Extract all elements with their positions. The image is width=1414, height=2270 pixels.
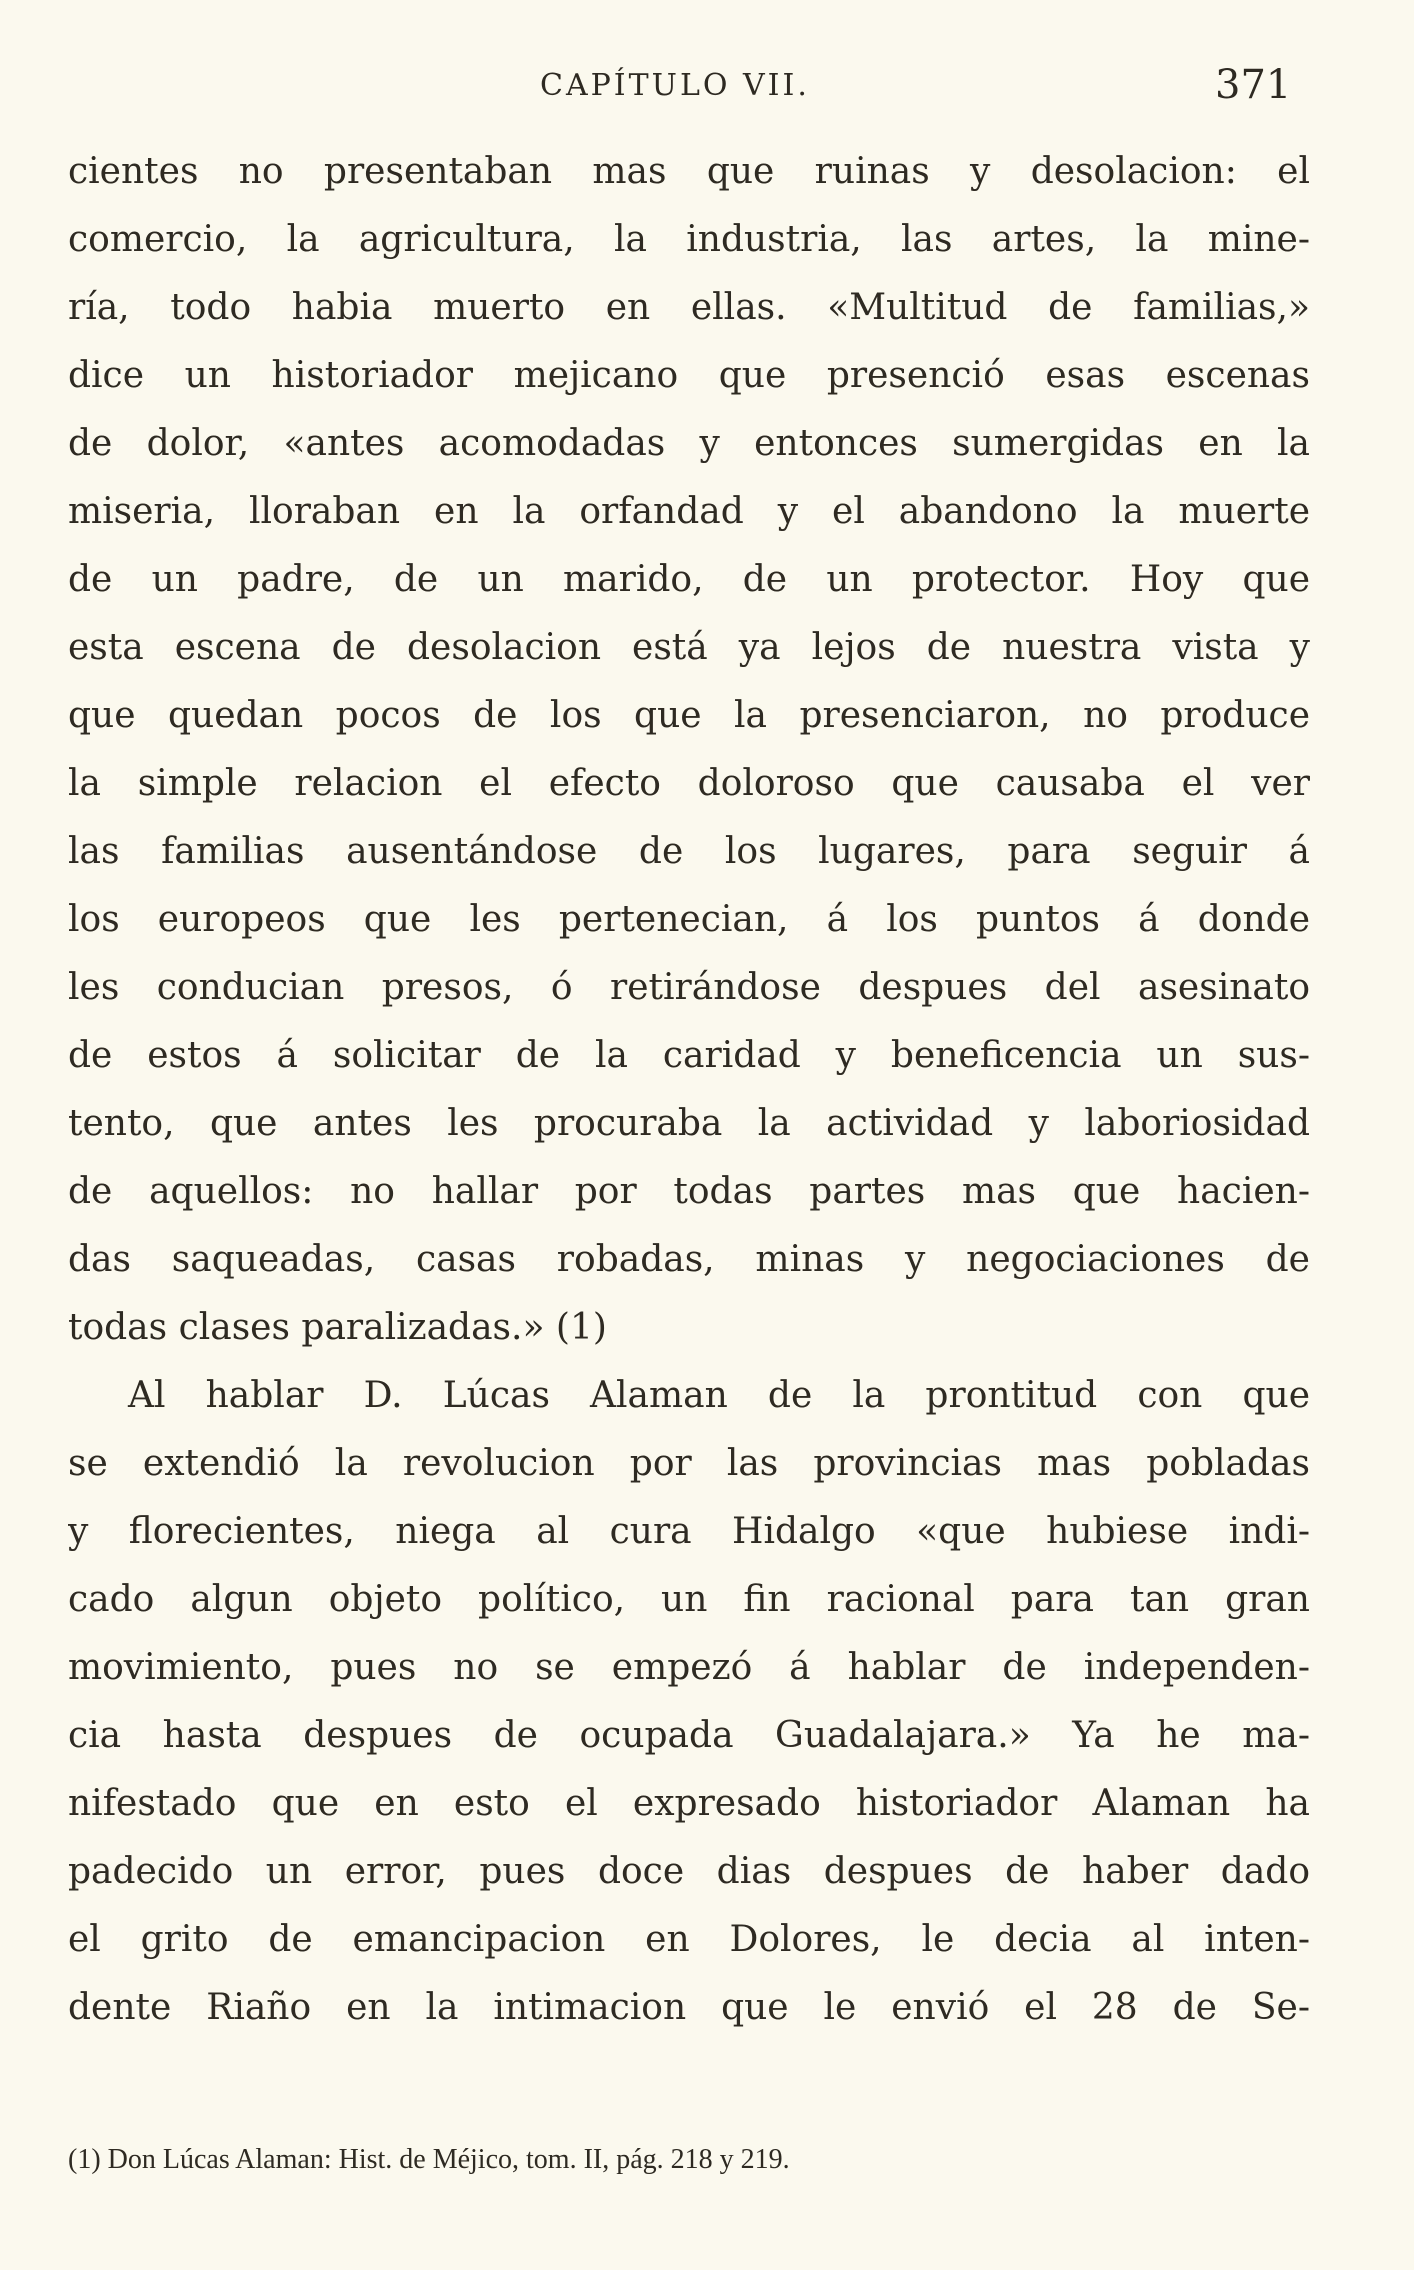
body-text [68,138,1310,2042]
text-line: todas clases paralizadas.» (1) [68,1307,607,1348]
text-line: ría, todo habia muerto en ellas. «Multitud de familias,» [68,287,1310,328]
text-line: comercio, la agricultura, la industria, las artes, la mine- [68,219,1310,260]
text-line: dente Riaño en la intimacion que le envió el 28 de Se- [68,1987,1310,2028]
text-line: padecido un error, pues doce dias despues de haber dado [68,1851,1310,1892]
chapter-title: CAPÍTULO VII. [540,68,810,103]
text-line: de estos á solicitar de la caridad y beneficencia un sus- [68,1035,1310,1076]
text-line: dice un historiador mejicano que presenció esas escenas [68,355,1310,396]
text-line: das saqueadas, casas robadas, minas y negociaciones de [68,1239,1310,1280]
text-line: miseria, lloraban en la orfandad y el abandono la muerte [68,491,1310,532]
text-line: de un padre, de un marido, de un protector. Hoy que [68,559,1310,600]
footnote: (1) Don Lúcas Alaman: Hist. de Méjico, tom. II, pág. 218 y 219. [68,2144,790,2175]
text-line: que quedan pocos de los que la presenciaron, no produce [68,695,1310,736]
text-line: y florecientes, niega al cura Hidalgo «que hubiese indi- [68,1511,1310,1552]
text-line: cado algun objeto político, un fin racional para tan gran [68,1579,1310,1620]
text-line: el grito de emancipacion en Dolores, le decia al inten- [68,1919,1310,1960]
text-line: cientes no presentaban mas que ruinas y desolacion: el [68,151,1310,192]
text-line: tento, que antes les procuraba la actividad y laboriosidad [68,1103,1310,1144]
text-line: las familias ausentándose de los lugares, para seguir á [68,831,1310,872]
text-line: de aquellos: no hallar por todas partes mas que hacien- [68,1171,1310,1212]
text-line: Al hablar D. Lúcas Alaman de la prontitud con que [128,1375,1310,1416]
text-line: la simple relacion el efecto doloroso que causaba el ver [68,763,1310,804]
text-line: los europeos que les pertenecian, á los puntos á donde [68,899,1310,940]
text-line: cia hasta despues de ocupada Guadalajara.» Ya he ma- [68,1715,1310,1756]
text-line: se extendió la revolucion por las provincias mas pobladas [68,1443,1310,1484]
page-number: 371 [1215,62,1292,108]
text-line: nifestado que en esto el expresado historiador Alaman ha [68,1783,1310,1824]
text-line: movimiento, pues no se empezó á hablar de independen- [68,1647,1310,1688]
text-line: de dolor, «antes acomodadas y entonces sumergidas en la [68,423,1310,464]
text-line: les conducian presos, ó retirándose despues del asesinato [68,967,1310,1008]
text-line: esta escena de desolacion está ya lejos de nuestra vista y [68,627,1310,668]
running-head [0,62,1414,112]
